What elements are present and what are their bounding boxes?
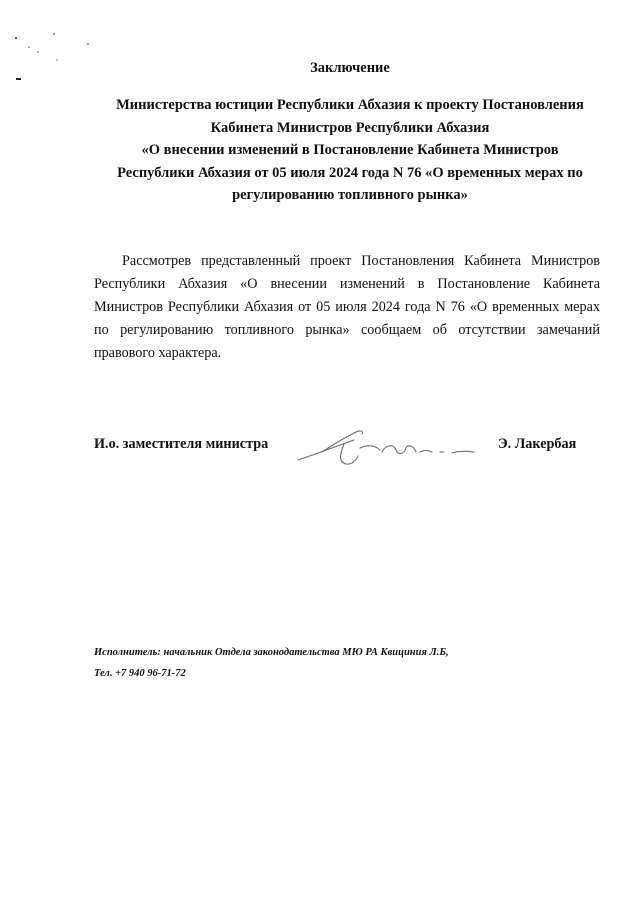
executor-info [94, 642, 594, 684]
signature-block [94, 430, 604, 470]
document-heading [90, 94, 610, 207]
signatory-name: Э. Лакербая [498, 436, 577, 452]
heading-line: «О внесении изменений в Постановление Кабинета Министров [141, 142, 559, 158]
heading-line: регулированию топливного рынка» [232, 187, 468, 203]
heading-line: Республики Абхазия от 05 июля 2024 года N 76 «О временных мерах по [117, 164, 583, 181]
heading-line: Кабинета Министров Республики Абхазия [210, 119, 490, 136]
executor-line: Исполнитель: начальник Отдела законодательства МЮ РА Квициния Л.Б, [94, 647, 449, 658]
heading-line: Министерства юстиции Республики Абхазия к проекту Постановления [116, 97, 584, 113]
signatory-role: И.о. заместителя министра [94, 436, 269, 452]
body-paragraph: Рассмотрев представленный проект Постановления Кабинета Министров Республики Абхазия «О внесении изменений в Постановление Кабинета Министров Республики Абхазия от 05 июля 2024 года N 76 «О временных мерах по регулированию топливного рынка» сообщаем об отсутствии замечаний правового характера. [94, 253, 600, 361]
scan-specks [0, 0, 110, 100]
handwritten-signature [294, 422, 484, 470]
document-title: Заключение [310, 60, 390, 76]
executor-phone: Тел. +7 940 96-71-72 [94, 668, 186, 679]
